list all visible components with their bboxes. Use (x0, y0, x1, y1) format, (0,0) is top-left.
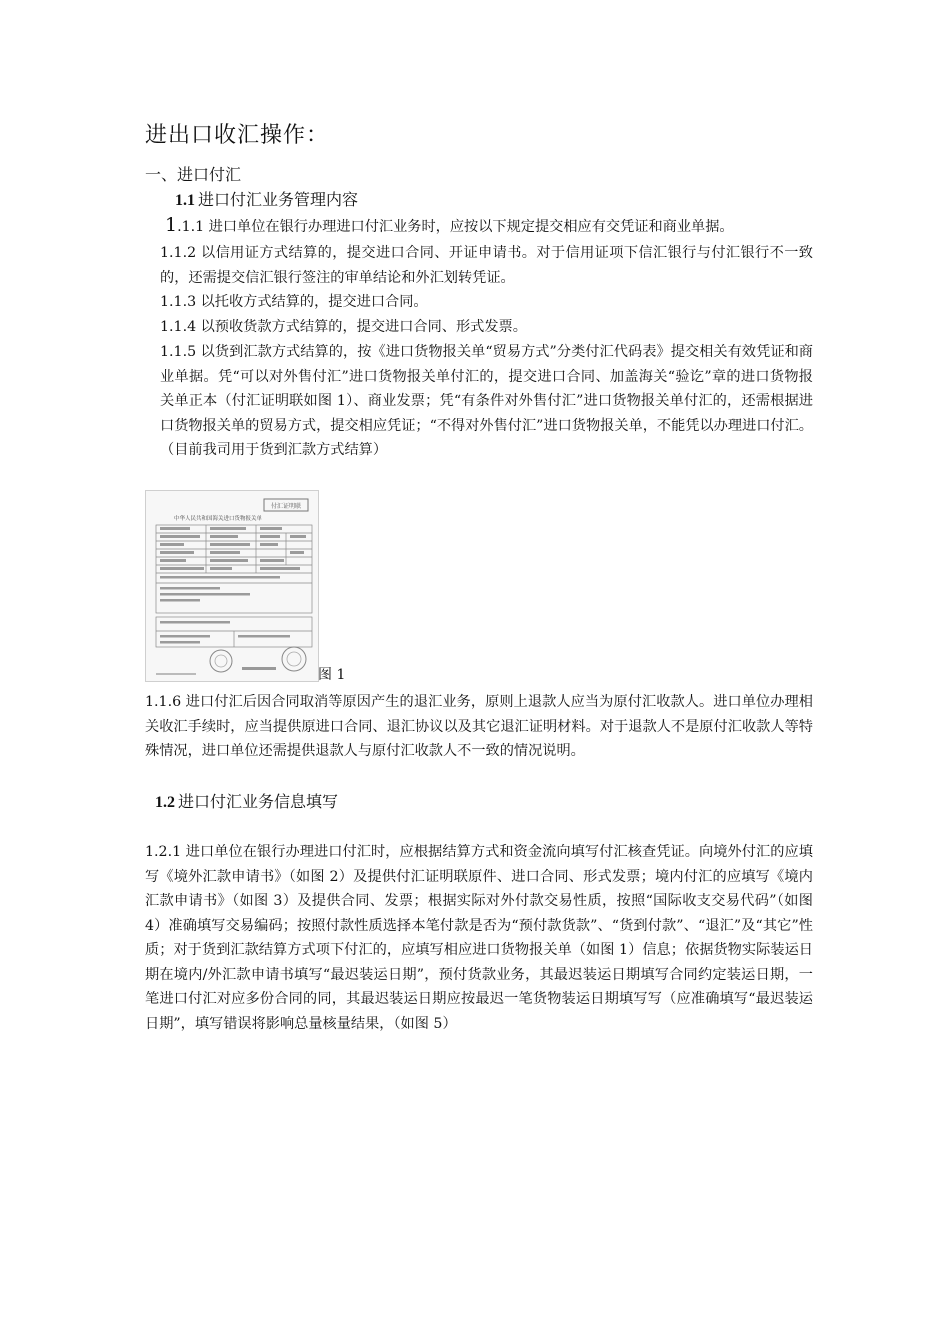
paragraph-1-1-4: 1.1.4 以预收货款方式结算的，提交进口合同、形式发票。 (160, 319, 527, 335)
subheading-1-1 (175, 187, 358, 210)
paragraph-1-1-6: 1.1.6 进口付汇后因合同取消等原因产生的退汇业务，原则上退款人应当为原付汇收款人。进口单位办理相关收汇手续时，应当提供原进口合同、退汇协议以及其它退汇证明材料。对于退款人不是原付汇收款人等特殊情况，进口单位还需提供退款人与原付汇收款人不一致的情况说明。 (145, 694, 813, 759)
paragraph-1-2-1: 1.2.1 进口单位在银行办理进口付汇时，应根据结算方式和资金流向填写付汇核查凭证。向境外付汇的应填写《境外汇款申请书》（如图 2）及提供付汇证明联原件、进口合同、形式发票；境内付汇的应填写《境内汇款申请书》（如图 3）及提供合同、发票；根据实际对外付款交易性质，按照“国际收支交易代码”（如图 4）准确填写交易编码；按照付款性质选择本笔付款是否为“预付款货款”、“货到付款”、“退汇”及“其它”性质；对于货到汇款结算方式项下付汇的，应填写相应进口货物报关单（如图 1）信息；依据货物实际装运日期在境内/外汇款申请书填写“最迟装运日期”，预付货款业务，其最迟装运日期填写合同约定装运日期，一笔进口付汇对应多份合同的同，其最迟装运日期应按最迟一笔货物装运日期填写写（应准确填写“最迟装运日期”，填写错误将影响总量核量结果，（如图 5） (145, 844, 813, 1032)
subheading-1-2-number: 1.2 (155, 794, 175, 811)
form-title-text: 中华人民共和国海关进口货物报关单 (173, 516, 263, 522)
figure-1-caption: 图 1 (318, 667, 346, 683)
subheading-1-1-text: 进口付汇业务管理内容 (198, 190, 359, 209)
paragraph-1-1-3: 1.1.3 以托收方式结算的，提交进口合同。 (160, 294, 428, 310)
subheading-1-2-text: 进口付汇业务信息填写 (178, 792, 339, 811)
paragraph-1-1-2: 1.1.2 以信用证方式结算的，提交进口合同、开证申请书。对于信用证项下信汇银行与付汇银行不一致的，还需提交信汇银行签注的审单结论和外汇划转凭证。 (160, 245, 813, 286)
form-stamp-label: 付汇证明联 (270, 503, 302, 510)
document-title: 进出口收汇操作： (145, 123, 330, 148)
paragraph-1-1-1-text: .1.1 进口单位在银行办理进口付汇业务时，应按以下规定提交相应有交凭证和商业单据。 (177, 219, 734, 235)
paragraph-1-1-1 (145, 213, 813, 240)
figure-1-customs-declaration-scan (145, 490, 319, 682)
subheading-1-1-number: 1.1 (175, 192, 195, 209)
section-heading-import-payment: 一、进口付汇 (145, 165, 242, 184)
paragraph-1-1-5: 1.1.5 以货到汇款方式结算的，按《进口货物报关单“贸易方式”分类付汇代码表》提交相关有效凭证和商业单据。凭“可以对外售付汇”进口货物报关单付汇的，提交进口合同、加盖海关“验讫”章的进口货物报关单正本（付汇证明联如图 1）、商业发票；凭“有条件对外售付汇”进口货物报关单付汇的，还需根据进口货物报关单的贸易方式，提交相应凭证；“不得对外售付汇”进口货物报关单，不能凭以办理进口付汇。（目前我司用于货到汇款方式结算） (160, 344, 813, 458)
paragraph-1-1-1-lead: 1 (165, 214, 178, 236)
scanned-form-image (146, 491, 318, 681)
subheading-1-2 (155, 789, 338, 812)
